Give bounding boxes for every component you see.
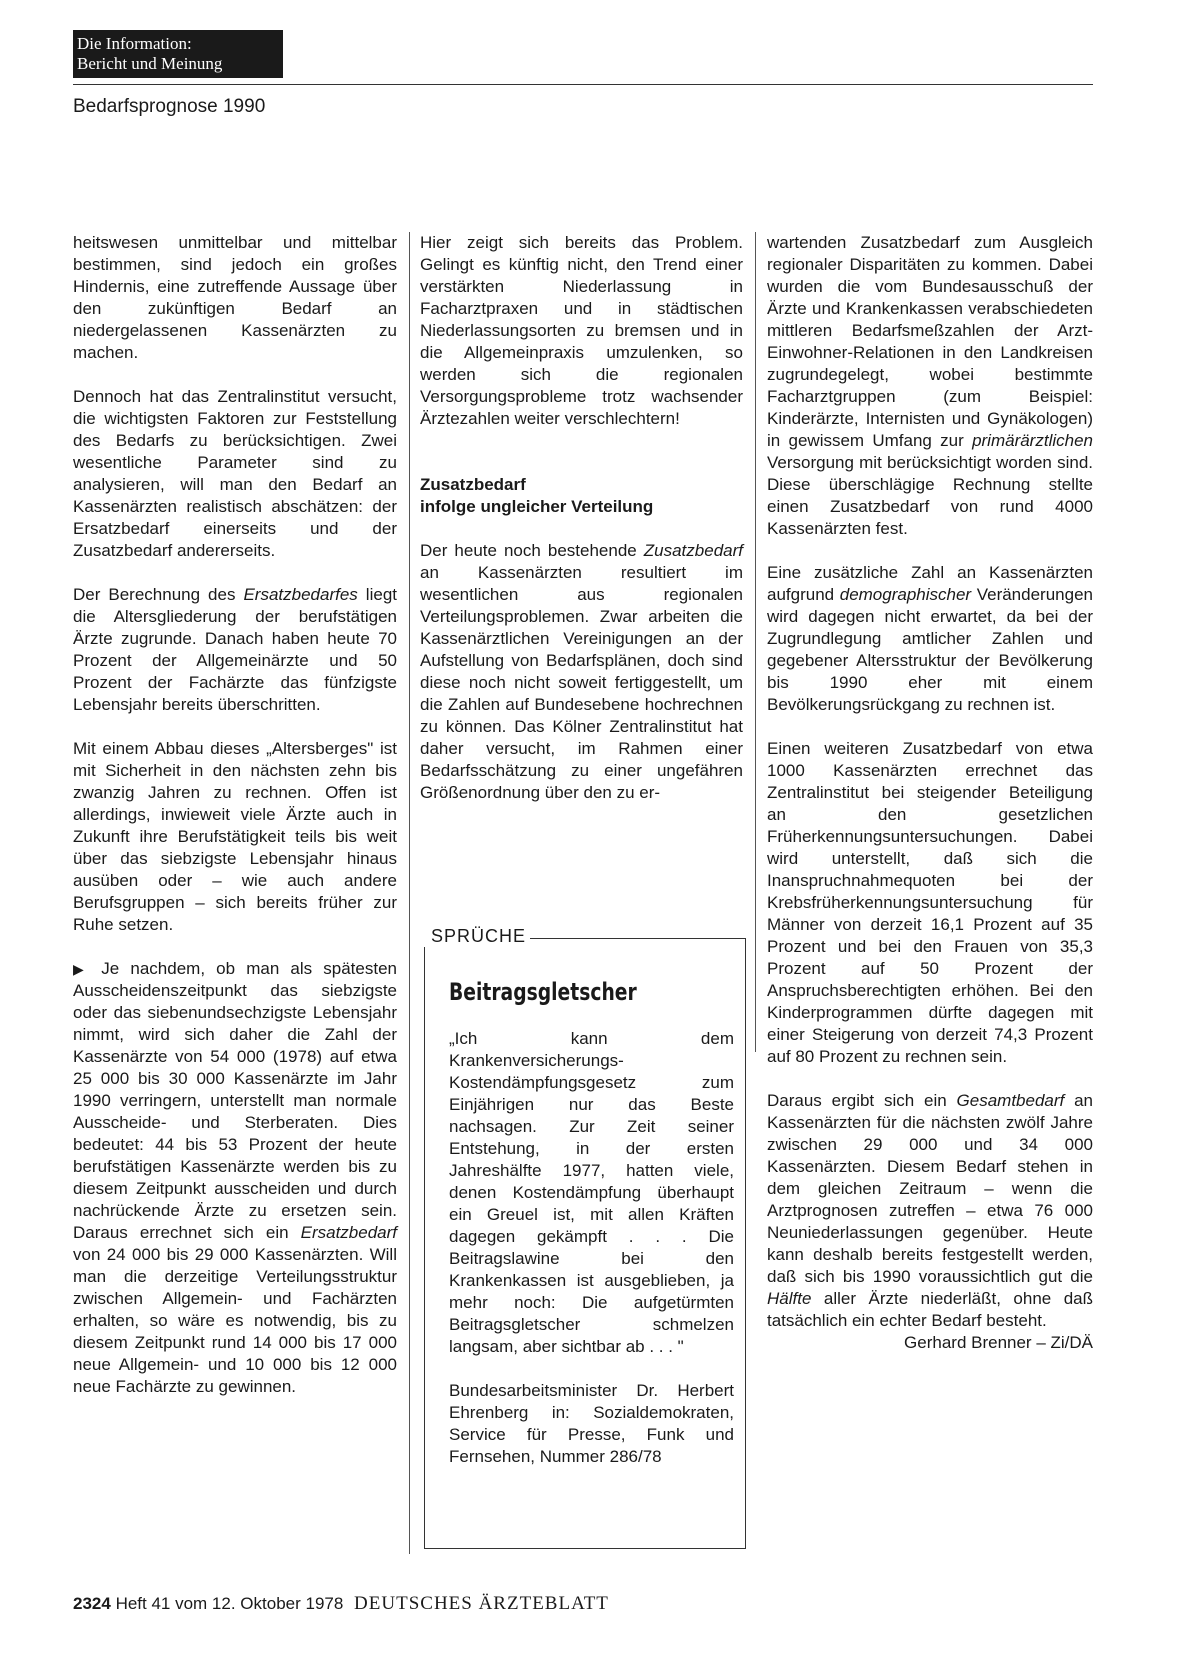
emphasis: Gesamtbedarf — [956, 1091, 1065, 1110]
paragraph: Der heute noch bestehende Zusatzbedarf an Kassenärzten resultiert im wesentlichen aus regionalen Verteilungsproblemen. Zwar arbeiten die Kassenärztlichen Vereinigungen an der Aufstellung von Bedarfsplänen, doch sind diese noch nicht soweit fertiggestellt, um die Zahlen auf Bundesebene hochrechnen zu können. Das Kölner Zentralinstitut hat daher versucht, im Rahmen einer Bedarfsschätzung zu einer ungefähren Größenordnung über den zu er- — [420, 541, 743, 802]
paragraph: Eine zusätzliche Zahl an Kassenärzten aufgrund demographischer Veränderungen wird dagegen nicht erwartet, da bei der Zugrundlegung amtlicher Zahlen und gegebener Altersstruktur der Bevölkerung bis 1990 eher mit einem Bevölkerungsrückgang zu rechnen ist. — [767, 563, 1093, 714]
column-2 — [420, 232, 743, 826]
paragraph: heitswesen unmittelbar und mittelbar bestimmen, sind jedoch ein großes Hindernis, eine zutreffende Aussage über den zukünftigen Bedarf an niedergelassenen Kassenärzten zu machen. — [73, 233, 397, 362]
section-label-box — [73, 30, 283, 78]
author-signature: Gerhard Brenner – Zi/DÄ — [904, 1333, 1093, 1352]
box-title: Beitragsgletscher — [449, 978, 637, 1006]
column-divider-2 — [755, 232, 756, 1052]
emphasis: Hälfte — [767, 1289, 812, 1308]
emphasis: demographischer — [839, 585, 972, 604]
page-number: 2324 — [73, 1594, 111, 1613]
column-divider-1 — [409, 232, 410, 1554]
paragraph: wartenden Zusatzbedarf zum Ausgleich regionaler Disparitäten zu kommen. Dabei wurden die vom Bundesausschuß der Ärzte und Krankenkassen verabschiedeten mittleren Bedarfsmeßzahlen der Arzt-Einwohner-Relationen in den Landkreisen zugrundegelegt, wobei bestimmte Facharztgruppen (zum Beispiel: Kinderärzte, Internisten und Gynäkologen) in gewissem Umfang zur primärärztlichen Versorgung mit berücksichtigt worden sind. Diese überschlägige Rechnung stellte einen Zusatzbedarf von rund 4000 Kassenärzten fest. — [767, 233, 1093, 538]
emphasis: Ersatzbedarf — [300, 1223, 397, 1242]
emphasis: Zusatzbedarf — [643, 541, 743, 560]
subheading: Zusatzbedarf infolge ungleicher Verteilung — [420, 475, 654, 516]
quote: „Ich kann dem Krankenversicherungs-Kostendämpfungsgesetz zum Einjährigen nur das Beste nachsagen. Zur Zeit seiner Entstehung, in der ersten Jahreshälfte 1977, hatten viele, denen Kostendämpfung überhaupt ein Greuel ist, mit allen Kräften dagegen gekämpft . . . Die Beitragslawine bei den Krankenkassen ist ausgeblieben, ja mehr noch: Die aufgetürmten Beitragsgletscher schmelzen langsam, aber sichtbar ab . . . " — [449, 1029, 734, 1356]
page-footer — [73, 1593, 609, 1615]
section-label-line1: Die Information: — [77, 34, 192, 53]
topic-title: Bedarfsprognose 1990 — [73, 96, 266, 117]
column-3 — [767, 232, 1093, 1354]
paragraph: Hier zeigt sich bereits das Problem. Gelingt es künftig nicht, den Trend einer verstärkten Niederlassung in Facharztpraxen und in städtischen Niederlassungsorten zu bremsen und in die Allgemeinpraxis umzulenken, so werden sich die regionalen Versorgungsprobleme trotz wachsender Ärztezahlen weiter verschlechtern! — [420, 233, 743, 428]
paragraph: Daraus ergibt sich ein Gesamtbedarf an Kassenärzten für die nächsten zwölf Jahre zwischen 29 000 und 34 000 Kassenärzten. Diesem Bedarf stehen in dem gleichen Zeitraum – wenn die Arztprognosen zutreffen – etwa 76 000 Neuniederlassungen gegenüber. Heute kann deshalb bereits festgestellt werden, daß sich bis 1990 voraussichtlich gut die Hälfte aller Ärzte niederläßt, ohne daß tatsächlich ein echter Bedarf besteht. — [767, 1091, 1093, 1330]
paragraph: Dennoch hat das Zentralinstitut versucht, die wichtigsten Faktoren zur Feststellung des Bedarfs zu berücksichtigen. Zwei wesentliche Parameter sind zu analysieren, will man den Bedarf an Kassenärzten realistisch abschätzen: der Ersatzbedarf einerseits und der Zusatzbedarf andererseits. — [73, 387, 397, 560]
quote-source: Bundesarbeitsminister Dr. Herbert Ehrenberg in: Sozialdemokraten, Service für Presse, Funk und Fernsehen, Nummer 286/78 — [449, 1381, 734, 1466]
emphasis: primärärztlichen — [972, 431, 1093, 450]
box-label: SPRÜCHE — [423, 926, 530, 947]
section-label-line2: Bericht und Meinung — [77, 54, 223, 73]
header-rule — [73, 84, 1093, 85]
emphasis: Ersatzbedarfes — [243, 585, 358, 604]
journal-name: DEUTSCHES ÄRZTEBLATT — [354, 1593, 609, 1614]
paragraph: Mit einem Abbau dieses „Altersberges" ist mit Sicherheit in den nächsten zehn bis zwanzig Jahren zu rechnen. Offen ist allerdings, inwieweit viele Ärzte auch in Zukunft ihre Berufstätigkeit teils bis weit über das siebzigste Lebensjahr hinaus ausüben oder – wie auch andere Berufsgruppen – sich bereits früher zur Ruhe setzen. — [73, 739, 397, 934]
issue-info: Heft 41 vom 12. Oktober 1978 — [115, 1594, 344, 1613]
paragraph: Einen weiteren Zusatzbedarf von etwa 1000 Kassenärzten errechnet das Zentralinstitut bei steigender Beteiligung an den gesetzlichen Früherkennungsuntersuchungen. Dabei wird unterstellt, daß sich die Inanspruchnahmequoten bei der Krebsfrüherkennungsuntersuchung für Männer von derzeit 16,1 Prozent auf 35 Prozent und bei den Frauen von 35,3 Prozent auf 50 Prozent der Anspruchsberechtigten erhöhen. Bei den Kinderprogrammen dürfte dagegen mit einer Steigerung von derzeit 74,3 Prozent auf 80 Prozent zu rechnen sein. — [767, 739, 1093, 1066]
sprueche-sidebar-box — [424, 926, 746, 1549]
triangle-bullet-icon: ▶ — [73, 961, 91, 977]
box-body — [449, 1028, 734, 1490]
column-1 — [73, 232, 397, 1420]
paragraph: ▶ Je nachdem, ob man als spätesten Ausscheidenszeitpunkt das siebzigste oder das siebenundsechzigste Lebensjahr nimmt, wird sich daher die Zahl der Kassenärzte von 54 000 (1978) auf etwa 25 000 bis 30 000 Kassenärzte im Jahr 1990 verringern, unterstellt man normale Ausscheide- und Sterberaten. Dies bedeutet: 44 bis 53 Prozent der heute berufstätigen Kassenärzte werden bis zu diesem Zeitpunkt ausscheiden und durch nachrückende Ärzte zu ersetzen sein. Daraus errechnet sich ein Ersatzbedarf von 24 000 bis 29 000 Kassenärzten. Will man die derzeitige Verteilungsstruktur zwischen Allgemein- und Fachärzten erhalten, so wäre es notwendig, bis zu diesem Zeitpunkt rund 14 000 bis 17 000 neue Allgemein- und 10 000 bis 12 000 neue Fachärzte zu gewinnen. — [73, 959, 397, 1396]
paragraph: Der Berechnung des Ersatzbedarfes liegt die Altersgliederung der berufstätigen Ärzte zugrunde. Danach haben heute 70 Prozent der Allgemeinärzte und 50 Prozent der Fachärzte das fünfzigste Lebensjahr bereits überschritten. — [73, 585, 397, 714]
